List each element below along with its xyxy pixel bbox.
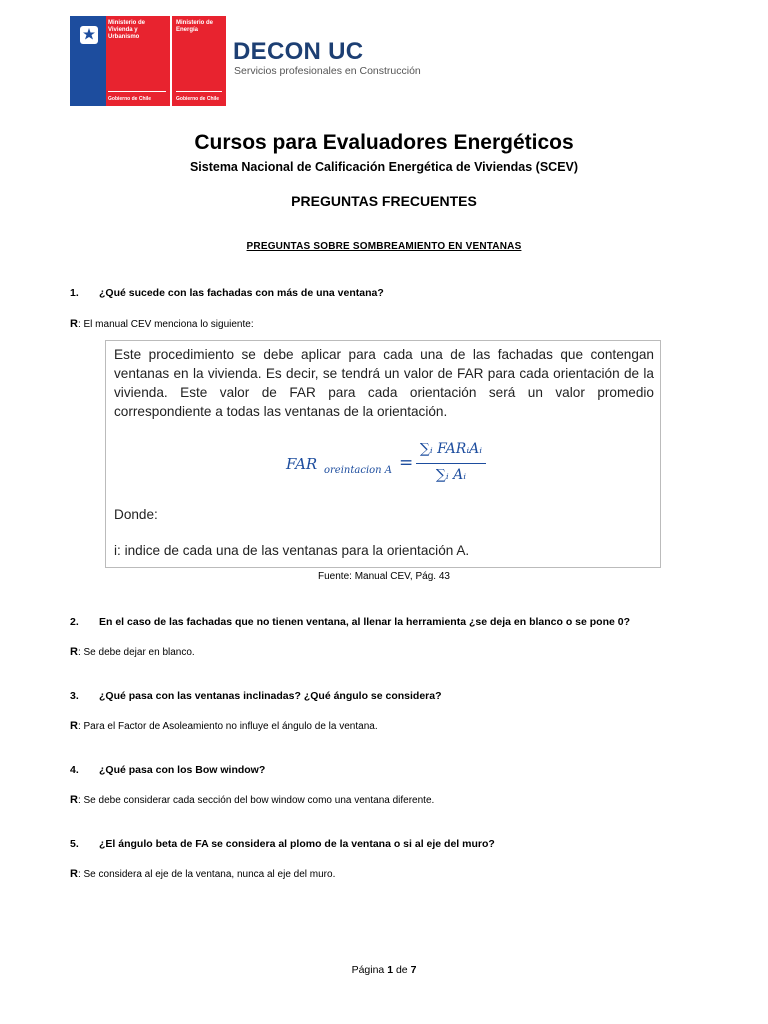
footer-prefix: Página: [351, 964, 388, 976]
quote-paragraph: Este procedimiento se debe aplicar para cada una de las fachadas que contengan ventanas en la vivienda. Es decir, se tendrá un valor de FAR para cada orientación de la vivienda. Este valor de FAR para cada orientación será un valor promedio correspondiente a todas las ventanas de la orientación.: [114, 347, 654, 419]
answer-r: R: [70, 318, 78, 330]
question-number: 1.: [70, 287, 79, 299]
question-number: 2.: [70, 616, 79, 628]
page-footer: [0, 964, 768, 976]
answer-text: : Para el Factor de Asoleamiento no influye el ángulo de la ventana.: [77, 721, 378, 732]
question-text: En el caso de las fachadas que no tienen ventana, al llenar la herramienta ¿se deja en blanco o se pone 0?: [99, 616, 631, 628]
quote-source: Fuente: Manual CEV, Pág. 43: [318, 571, 450, 582]
subsection-heading: PREGUNTAS SOBRE SOMBREAMIENTO EN VENTANAS: [246, 241, 522, 252]
question-4: [70, 764, 265, 776]
question-number: 5.: [70, 838, 79, 850]
formula-fraction-bar: [416, 463, 486, 464]
formula-lhs-sub: oreintacion A: [324, 465, 392, 476]
question-5: [70, 838, 495, 850]
question-number: 3.: [70, 690, 79, 702]
question-3: [70, 690, 442, 702]
answer-r: R: [70, 646, 78, 658]
answer-5: [70, 868, 335, 880]
footer-total-pages: 7: [410, 964, 417, 976]
question-1: [70, 287, 384, 299]
formula-equals: =: [399, 453, 414, 473]
section-heading: PREGUNTAS FRECUENTES: [291, 193, 477, 209]
formula-lhs: FAR: [286, 455, 318, 473]
answer-2: [70, 646, 195, 658]
question-number: 4.: [70, 764, 79, 776]
answer-text: : Se debe considerar cada sección del bow window como una ventana diferente.: [77, 795, 435, 806]
chile-shield-icon: [78, 24, 100, 46]
minvu-gob: Gobierno de Chile: [108, 96, 152, 102]
far-formula: [286, 441, 586, 491]
decon-subtitle: Servicios profesionales en Construcción: [234, 65, 421, 77]
formula-denominator: ∑ᵢ Aᵢ: [435, 467, 467, 483]
answer-text: : El manual CEV menciona lo siguiente:: [77, 319, 254, 330]
quote-donde: Donde:: [114, 507, 158, 522]
footer-mid: de: [393, 964, 411, 976]
page-subtitle: Sistema Nacional de Calificación Energética de Viviendas (SCEV): [189, 160, 579, 174]
energia-logo: [172, 16, 226, 106]
question-text: ¿Qué pasa con las ventanas inclinadas? ¿Qué ángulo se considera?: [99, 690, 442, 702]
minvu-text: Ministerio de Vivienda y Urbanismo: [108, 20, 146, 40]
question-2: [70, 616, 630, 628]
answer-r: R: [70, 794, 78, 806]
answer-text: : Se debe dejar en blanco.: [77, 647, 195, 658]
answer-r: R: [70, 868, 78, 880]
decon-brand: DECON UC: [233, 38, 364, 65]
answer-3: [70, 720, 378, 732]
answer-text: : Se considera al eje de la ventana, nunca al eje del muro.: [77, 869, 336, 880]
formula-numerator: ∑ᵢ FARᵢAᵢ: [419, 441, 483, 457]
answer-1: [70, 318, 254, 330]
minvu-logo: [70, 16, 170, 106]
answer-4: [70, 794, 434, 806]
footer-page-number: 1: [387, 964, 394, 976]
manual-quote-box: [105, 340, 661, 568]
quote-indice: i: indice de cada una de las ventanas para la orientación A.: [114, 543, 470, 558]
question-text: ¿Qué sucede con las fachadas con más de una ventana?: [99, 287, 384, 299]
question-text: ¿Qué pasa con los Bow window?: [99, 764, 266, 776]
page-title: Cursos para Evaluadores Energéticos: [194, 131, 574, 154]
energia-text: Ministerio de Energía: [176, 20, 214, 33]
answer-r: R: [70, 720, 78, 732]
energia-gob: Gobierno de Chile: [176, 96, 220, 102]
question-text: ¿El ángulo beta de FA se considera al plomo de la ventana o si al eje del muro?: [99, 838, 495, 850]
